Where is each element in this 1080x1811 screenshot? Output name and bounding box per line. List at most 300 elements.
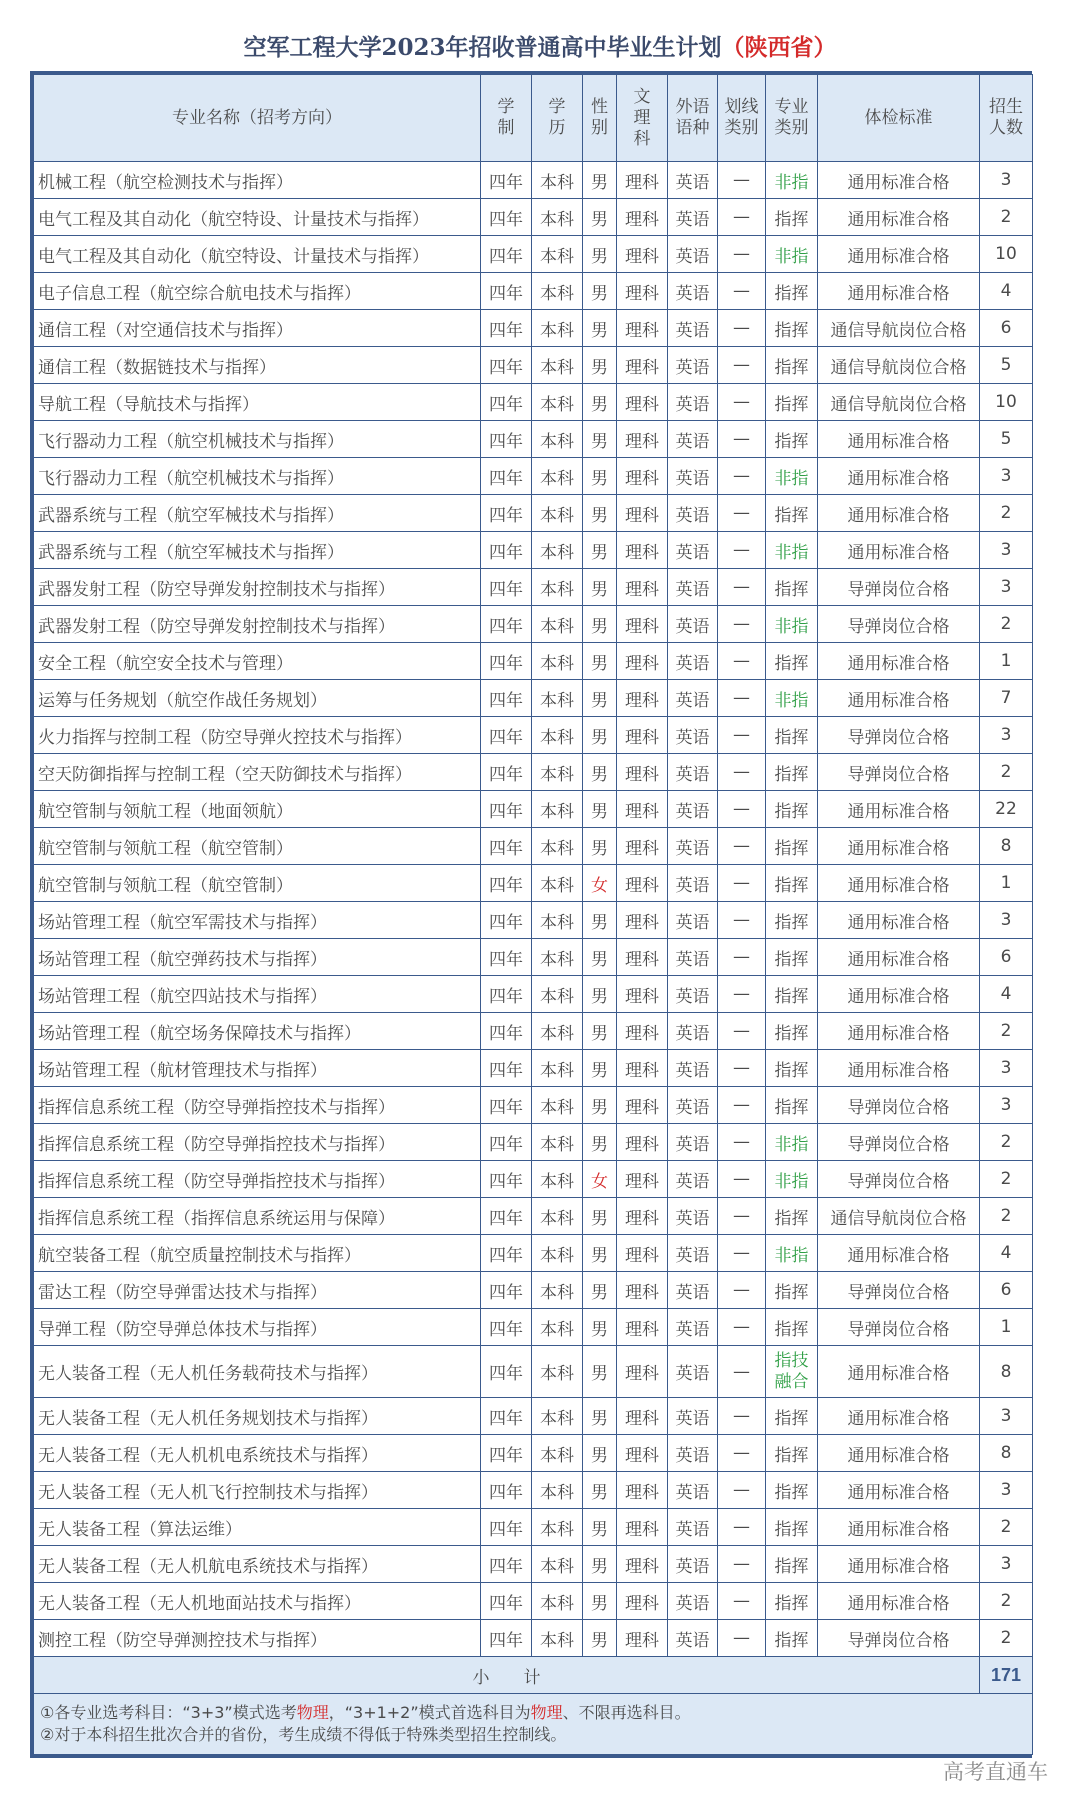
cell-major_type: 指挥 xyxy=(766,1509,818,1546)
cell-physical: 通用标准合格 xyxy=(818,1050,980,1087)
cell-physical: 通用标准合格 xyxy=(818,458,980,495)
cell-line_type: — xyxy=(718,1509,766,1546)
cell-line_type: — xyxy=(718,1435,766,1472)
cell-line_type: — xyxy=(718,458,766,495)
cell-track: 理科 xyxy=(617,1309,668,1346)
cell-language: 英语 xyxy=(668,1272,718,1309)
cell-gender: 男 xyxy=(583,1013,617,1050)
cell-major_type: 指挥 xyxy=(766,384,818,421)
cell-degree: 本科 xyxy=(532,310,583,347)
column-header-line: 体检标准 xyxy=(864,108,933,128)
cell-degree: 本科 xyxy=(532,1435,583,1472)
note-text: ，“3+1+2”模式首选科目为 xyxy=(328,1703,531,1722)
cell-count: 22 xyxy=(980,791,1033,828)
cell-major_type: 指挥 xyxy=(766,1472,818,1509)
cell-degree: 本科 xyxy=(532,828,583,865)
cell-count: 2 xyxy=(980,1509,1033,1546)
cell-line_type: — xyxy=(718,828,766,865)
cell-track: 理科 xyxy=(617,199,668,236)
cell-degree: 本科 xyxy=(532,384,583,421)
cell-gender: 男 xyxy=(583,1124,617,1161)
cell-line_type: — xyxy=(718,1161,766,1198)
cell-line_type: — xyxy=(718,1620,766,1657)
cell-duration: 四年 xyxy=(481,1124,532,1161)
cell-name: 飞行器动力工程（航空机械技术与指挥） xyxy=(34,421,481,458)
table-row xyxy=(34,1472,1033,1509)
cell-track: 理科 xyxy=(617,384,668,421)
cell-count: 3 xyxy=(980,1050,1033,1087)
cell-major_type: 非指 xyxy=(766,1124,818,1161)
cell-count: 2 xyxy=(980,1198,1033,1235)
cell-major_type: 指挥 xyxy=(766,902,818,939)
cell-degree: 本科 xyxy=(532,1583,583,1620)
cell-count: 3 xyxy=(980,1546,1033,1583)
cell-count: 7 xyxy=(980,680,1033,717)
cell-name: 无人装备工程（算法运维） xyxy=(34,1509,481,1546)
cell-major_type: 非指 xyxy=(766,162,818,199)
cell-major_type: 指挥 xyxy=(766,199,818,236)
cell-line_type: — xyxy=(718,1198,766,1235)
cell-major_type: 指挥 xyxy=(766,1013,818,1050)
column-header-line: 招生 xyxy=(989,97,1023,117)
cell-physical: 通用标准合格 xyxy=(818,495,980,532)
cell-gender: 男 xyxy=(583,680,617,717)
cell-track: 理科 xyxy=(617,754,668,791)
cell-language: 英语 xyxy=(668,902,718,939)
table-row xyxy=(34,791,1033,828)
cell-count: 4 xyxy=(980,273,1033,310)
cell-count: 1 xyxy=(980,643,1033,680)
cell-duration: 四年 xyxy=(481,162,532,199)
cell-duration: 四年 xyxy=(481,1087,532,1124)
cell-track: 理科 xyxy=(617,421,668,458)
cell-degree: 本科 xyxy=(532,1509,583,1546)
cell-count: 8 xyxy=(980,1435,1033,1472)
cell-name: 通信工程（数据链技术与指挥） xyxy=(34,347,481,384)
cell-physical: 导弹岗位合格 xyxy=(818,1161,980,1198)
cell-track: 理科 xyxy=(617,1087,668,1124)
cell-gender: 男 xyxy=(583,1435,617,1472)
cell-language: 英语 xyxy=(668,1346,718,1398)
cell-major_type: 指挥 xyxy=(766,569,818,606)
cell-track: 理科 xyxy=(617,310,668,347)
notes-row xyxy=(34,1694,1033,1755)
watermark: 高考直通车 xyxy=(943,1760,1048,1784)
cell-gender: 男 xyxy=(583,939,617,976)
cell-physical: 通用标准合格 xyxy=(818,1583,980,1620)
cell-physical: 通用标准合格 xyxy=(818,791,980,828)
cell-major_type: 指挥 xyxy=(766,939,818,976)
cell-count: 3 xyxy=(980,1472,1033,1509)
cell-degree: 本科 xyxy=(532,643,583,680)
cell-language: 英语 xyxy=(668,1509,718,1546)
cell-language: 英语 xyxy=(668,939,718,976)
cell-line_type: — xyxy=(718,1546,766,1583)
column-header-line: 类别 xyxy=(774,118,809,138)
table-row xyxy=(34,1272,1033,1309)
cell-major_type xyxy=(766,1346,818,1398)
cell-duration: 四年 xyxy=(481,1546,532,1583)
cell-gender: 男 xyxy=(583,1472,617,1509)
table-row xyxy=(34,1620,1033,1657)
note-text: 、不限再选科目。 xyxy=(562,1703,691,1722)
cell-track: 理科 xyxy=(617,902,668,939)
cell-degree: 本科 xyxy=(532,1472,583,1509)
column-header-line: 语种 xyxy=(675,118,710,138)
cell-count: 2 xyxy=(980,754,1033,791)
cell-gender: 男 xyxy=(583,606,617,643)
cell-physical: 通信导航岗位合格 xyxy=(818,310,980,347)
cell-name: 武器发射工程（防空导弹发射控制技术与指挥） xyxy=(34,569,481,606)
cell-name: 电气工程及其自动化（航空特设、计量技术与指挥） xyxy=(34,236,481,273)
cell-name: 武器发射工程（防空导弹发射控制技术与指挥） xyxy=(34,606,481,643)
cell-duration: 四年 xyxy=(481,1309,532,1346)
table-row xyxy=(34,902,1033,939)
cell-track: 理科 xyxy=(617,495,668,532)
cell-gender: 男 xyxy=(583,1583,617,1620)
cell-gender: 男 xyxy=(583,1509,617,1546)
cell-line_type: — xyxy=(718,1472,766,1509)
column-header-line: 人数 xyxy=(989,118,1023,138)
cell-degree: 本科 xyxy=(532,495,583,532)
cell-physical: 通用标准合格 xyxy=(818,643,980,680)
cell-degree: 本科 xyxy=(532,754,583,791)
cell-line_type: — xyxy=(718,902,766,939)
cell-track: 理科 xyxy=(617,1509,668,1546)
cell-name: 电气工程及其自动化（航空特设、计量技术与指挥） xyxy=(34,199,481,236)
cell-line_type: — xyxy=(718,162,766,199)
cell-line_type: — xyxy=(718,1346,766,1398)
cell-major_type: 指挥 xyxy=(766,1087,818,1124)
cell-physical: 通用标准合格 xyxy=(818,1013,980,1050)
cell-gender: 男 xyxy=(583,236,617,273)
cell-track: 理科 xyxy=(617,939,668,976)
cell-duration: 四年 xyxy=(481,606,532,643)
cell-major_type: 指挥 xyxy=(766,1398,818,1435)
cell-name: 航空装备工程（航空质量控制技术与指挥） xyxy=(34,1235,481,1272)
cell-line_type: — xyxy=(718,199,766,236)
cell-gender: 男 xyxy=(583,384,617,421)
cell-count: 6 xyxy=(980,310,1033,347)
cell-line_type: — xyxy=(718,1124,766,1161)
cell-gender: 男 xyxy=(583,791,617,828)
cell-count: 5 xyxy=(980,347,1033,384)
cell-line_type: — xyxy=(718,1235,766,1272)
cell-duration: 四年 xyxy=(481,939,532,976)
cell-major_type: 指挥 xyxy=(766,1620,818,1657)
table-row xyxy=(34,199,1033,236)
cell-physical: 通用标准合格 xyxy=(818,199,980,236)
cell-count: 2 xyxy=(980,606,1033,643)
cell-count: 5 xyxy=(980,421,1033,458)
cell-track: 理科 xyxy=(617,865,668,902)
cell-duration: 四年 xyxy=(481,1509,532,1546)
table-row xyxy=(34,1050,1033,1087)
cell-line_type: — xyxy=(718,791,766,828)
cell-gender: 女 xyxy=(583,865,617,902)
cell-major_type: 指挥 xyxy=(766,754,818,791)
cell-language: 英语 xyxy=(668,495,718,532)
cell-physical: 通用标准合格 xyxy=(818,1398,980,1435)
cell-major_type: 非指 xyxy=(766,236,818,273)
cell-degree: 本科 xyxy=(532,902,583,939)
cell-count: 8 xyxy=(980,828,1033,865)
cell-physical: 通用标准合格 xyxy=(818,421,980,458)
cell-line: 指技 xyxy=(774,1350,809,1371)
cell-physical: 导弹岗位合格 xyxy=(818,1309,980,1346)
cell-name: 场站管理工程（航材管理技术与指挥） xyxy=(34,1050,481,1087)
cell-duration: 四年 xyxy=(481,1235,532,1272)
subtotal-value: 171 xyxy=(980,1657,1033,1694)
cell-physical: 通用标准合格 xyxy=(818,1472,980,1509)
cell-language: 英语 xyxy=(668,754,718,791)
cell-physical: 通用标准合格 xyxy=(818,236,980,273)
cell-duration: 四年 xyxy=(481,310,532,347)
cell-count: 2 xyxy=(980,199,1033,236)
cell-name: 无人装备工程（无人机飞行控制技术与指挥） xyxy=(34,1472,481,1509)
cell-duration: 四年 xyxy=(481,1620,532,1657)
cell-major_type: 指挥 xyxy=(766,1435,818,1472)
cell-degree: 本科 xyxy=(532,1161,583,1198)
cell-gender: 男 xyxy=(583,569,617,606)
cell-language: 英语 xyxy=(668,828,718,865)
cell-language: 英语 xyxy=(668,1309,718,1346)
cell-line_type: — xyxy=(718,236,766,273)
cell-duration: 四年 xyxy=(481,569,532,606)
cell-count: 3 xyxy=(980,717,1033,754)
cell-degree: 本科 xyxy=(532,1546,583,1583)
cell-name: 通信工程（对空通信技术与指挥） xyxy=(34,310,481,347)
column-header-line: 制 xyxy=(497,118,515,138)
cell-language: 英语 xyxy=(668,643,718,680)
cell-major_type: 指挥 xyxy=(766,643,818,680)
cell-duration: 四年 xyxy=(481,902,532,939)
cell-language: 英语 xyxy=(668,384,718,421)
cell-gender: 男 xyxy=(583,1235,617,1272)
cell-physical: 通用标准合格 xyxy=(818,902,980,939)
table-row xyxy=(34,828,1033,865)
cell-name: 场站管理工程（航空军需技术与指挥） xyxy=(34,902,481,939)
column-header-line: 外语 xyxy=(675,97,710,117)
cell-degree: 本科 xyxy=(532,1050,583,1087)
cell-gender: 男 xyxy=(583,1346,617,1398)
cell-count: 10 xyxy=(980,236,1033,273)
column-header-line_type xyxy=(718,75,766,162)
cell-gender: 男 xyxy=(583,1272,617,1309)
cell-major_type: 指挥 xyxy=(766,1272,818,1309)
column-header-track xyxy=(617,75,668,162)
cell-duration: 四年 xyxy=(481,1435,532,1472)
note-text: ②对于本科招生批次合并的省份，考生成绩不得低于特殊类型招生控制线。 xyxy=(40,1725,567,1744)
table-row xyxy=(34,939,1033,976)
cell-line_type: — xyxy=(718,1583,766,1620)
cell-track: 理科 xyxy=(617,1472,668,1509)
cell-gender: 女 xyxy=(583,1161,617,1198)
cell-degree: 本科 xyxy=(532,458,583,495)
table-row xyxy=(34,1013,1033,1050)
cell-track: 理科 xyxy=(617,162,668,199)
cell-degree: 本科 xyxy=(532,1235,583,1272)
cell-degree: 本科 xyxy=(532,569,583,606)
cell-language: 英语 xyxy=(668,1620,718,1657)
cell-track: 理科 xyxy=(617,680,668,717)
cell-language: 英语 xyxy=(668,1050,718,1087)
cell-line_type: — xyxy=(718,1272,766,1309)
cell-gender: 男 xyxy=(583,495,617,532)
cell-count: 3 xyxy=(980,1087,1033,1124)
cell-count: 1 xyxy=(980,865,1033,902)
page-title xyxy=(0,30,1080,66)
cell-duration: 四年 xyxy=(481,1472,532,1509)
cell-major_type: 指挥 xyxy=(766,717,818,754)
cell-track: 理科 xyxy=(617,1124,668,1161)
cell-gender: 男 xyxy=(583,1198,617,1235)
cell-name: 场站管理工程（航空场务保障技术与指挥） xyxy=(34,1013,481,1050)
cell-major_type: 非指 xyxy=(766,1161,818,1198)
cell-duration: 四年 xyxy=(481,1161,532,1198)
cell-duration: 四年 xyxy=(481,791,532,828)
table-row xyxy=(34,347,1033,384)
cell-track: 理科 xyxy=(617,1435,668,1472)
cell-line_type: — xyxy=(718,1087,766,1124)
cell-gender: 男 xyxy=(583,532,617,569)
cell-degree: 本科 xyxy=(532,532,583,569)
cell-major_type: 非指 xyxy=(766,606,818,643)
cell-name: 航空管制与领航工程（航空管制） xyxy=(34,865,481,902)
cell-gender: 男 xyxy=(583,643,617,680)
cell-name: 指挥信息系统工程（防空导弹指控技术与指挥） xyxy=(34,1087,481,1124)
cell-duration: 四年 xyxy=(481,754,532,791)
column-header-line: 类别 xyxy=(724,118,759,138)
table-row xyxy=(34,458,1033,495)
cell-name: 运筹与任务规划（航空作战任务规划） xyxy=(34,680,481,717)
cell-line_type: — xyxy=(718,680,766,717)
cell-count: 3 xyxy=(980,162,1033,199)
cell-language: 英语 xyxy=(668,680,718,717)
cell-count: 2 xyxy=(980,1620,1033,1657)
cell-physical: 通用标准合格 xyxy=(818,162,980,199)
cell-language: 英语 xyxy=(668,310,718,347)
cell-language: 英语 xyxy=(668,1124,718,1161)
cell-line_type: — xyxy=(718,310,766,347)
cell-physical: 导弹岗位合格 xyxy=(818,1087,980,1124)
table-row xyxy=(34,1235,1033,1272)
cell-major_type: 非指 xyxy=(766,1235,818,1272)
cell-track: 理科 xyxy=(617,717,668,754)
cell-track: 理科 xyxy=(617,569,668,606)
cell-gender: 男 xyxy=(583,1398,617,1435)
column-header-line: 专业名称（招考方向） xyxy=(172,108,342,128)
cell-major_type: 指挥 xyxy=(766,310,818,347)
cell-name: 火力指挥与控制工程（防空导弹火控技术与指挥） xyxy=(34,717,481,754)
title-province: （陕西省） xyxy=(721,34,837,61)
table-row xyxy=(34,162,1033,199)
cell-physical: 通信导航岗位合格 xyxy=(818,347,980,384)
cell-line_type: — xyxy=(718,939,766,976)
table-row xyxy=(34,421,1033,458)
cell-language: 英语 xyxy=(668,199,718,236)
cell-track: 理科 xyxy=(617,458,668,495)
table-row xyxy=(34,1583,1033,1620)
table-row xyxy=(34,569,1033,606)
cell-physical: 通用标准合格 xyxy=(818,1235,980,1272)
table-row xyxy=(34,643,1033,680)
cell-line_type: — xyxy=(718,347,766,384)
cell-physical: 通用标准合格 xyxy=(818,1346,980,1398)
cell-track: 理科 xyxy=(617,606,668,643)
cell-line_type: — xyxy=(718,754,766,791)
cell-language: 英语 xyxy=(668,421,718,458)
cell-name: 无人装备工程（无人机任务规划技术与指挥） xyxy=(34,1398,481,1435)
cell-major_type: 非指 xyxy=(766,532,818,569)
cell-degree: 本科 xyxy=(532,1309,583,1346)
cell-degree: 本科 xyxy=(532,162,583,199)
cell-track: 理科 xyxy=(617,643,668,680)
table-header-row xyxy=(34,75,1033,162)
cell-duration: 四年 xyxy=(481,236,532,273)
cell-line_type: — xyxy=(718,273,766,310)
cell-major_type: 非指 xyxy=(766,458,818,495)
cell-gender: 男 xyxy=(583,273,617,310)
cell-language: 英语 xyxy=(668,236,718,273)
cell-gender: 男 xyxy=(583,902,617,939)
cell-language: 英语 xyxy=(668,273,718,310)
note-highlight: 物理 xyxy=(530,1703,563,1722)
cell-name: 安全工程（航空安全技术与管理） xyxy=(34,643,481,680)
cell-track: 理科 xyxy=(617,236,668,273)
cell-count: 4 xyxy=(980,1235,1033,1272)
cell-track: 理科 xyxy=(617,1346,668,1398)
cell-physical: 通用标准合格 xyxy=(818,865,980,902)
cell-physical: 导弹岗位合格 xyxy=(818,1620,980,1657)
cell-count: 2 xyxy=(980,1583,1033,1620)
cell-duration: 四年 xyxy=(481,1583,532,1620)
cell-name: 测控工程（防空导弹测控技术与指挥） xyxy=(34,1620,481,1657)
cell-duration: 四年 xyxy=(481,1272,532,1309)
cell-physical: 通信导航岗位合格 xyxy=(818,384,980,421)
cell-physical: 导弹岗位合格 xyxy=(818,754,980,791)
cell-degree: 本科 xyxy=(532,1272,583,1309)
cell-language: 英语 xyxy=(668,865,718,902)
cell-language: 英语 xyxy=(668,1398,718,1435)
table-row xyxy=(34,1398,1033,1435)
cell-language: 英语 xyxy=(668,162,718,199)
table-row xyxy=(34,976,1033,1013)
note-text: ①各专业选考科目：“3+3”模式选考 xyxy=(40,1703,297,1722)
column-header-line: 文 xyxy=(633,86,651,107)
cell-line_type: — xyxy=(718,532,766,569)
table-row xyxy=(34,532,1033,569)
cell-name: 雷达工程（防空导弹雷达技术与指挥） xyxy=(34,1272,481,1309)
cell-language: 英语 xyxy=(668,1087,718,1124)
cell-major_type: 指挥 xyxy=(766,1583,818,1620)
cell-line_type: — xyxy=(718,865,766,902)
cell-track: 理科 xyxy=(617,791,668,828)
column-header-line: 别 xyxy=(591,118,608,138)
cell-name: 导弹工程（防空导弹总体技术与指挥） xyxy=(34,1309,481,1346)
cell-physical: 导弹岗位合格 xyxy=(818,606,980,643)
cell-major_type: 指挥 xyxy=(766,495,818,532)
cell-major_type: 指挥 xyxy=(766,976,818,1013)
cell-degree: 本科 xyxy=(532,1198,583,1235)
cell-major_type: 指挥 xyxy=(766,273,818,310)
table-row xyxy=(34,1509,1033,1546)
table-row xyxy=(34,717,1033,754)
cell-name: 指挥信息系统工程（指挥信息系统运用与保障） xyxy=(34,1198,481,1235)
cell-gender: 男 xyxy=(583,1620,617,1657)
cell-count: 3 xyxy=(980,532,1033,569)
table-row xyxy=(34,236,1033,273)
